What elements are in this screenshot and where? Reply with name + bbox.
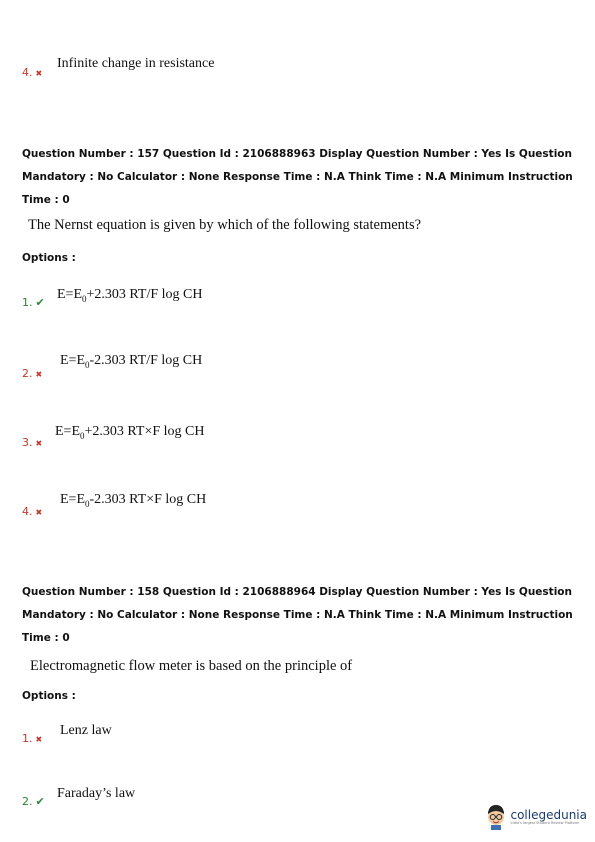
logo-tagline: India's largest Student Review Platform	[510, 820, 580, 825]
meta-line: Time : 0	[22, 194, 70, 206]
option-text: $E=E_0-2.303$ RT/F log CH	[60, 353, 203, 370]
options-label: Options :	[22, 252, 76, 264]
option-number: 4. ✖	[22, 505, 43, 518]
question-meta	[22, 581, 582, 650]
question-meta	[22, 143, 582, 212]
mascot-icon	[485, 804, 507, 830]
cross-icon: ✖	[35, 735, 43, 744]
check-icon: ✔	[35, 795, 45, 808]
logo-wordmark	[510, 809, 587, 826]
option-text: Infinite change in resistance	[57, 56, 215, 71]
cross-icon: ✖	[35, 69, 43, 78]
cross-icon: ✖	[35, 439, 43, 448]
option-number: 4. ✖	[22, 66, 43, 79]
option-text: $E=E_0+2.303$ RT/F log CH	[57, 287, 203, 304]
option-number: 3. ✖	[22, 436, 43, 449]
option-text: $E=E_0+2.303$ RT×F log CH	[55, 424, 205, 441]
meta-line: Mandatory : No Calculator : None Response Time : N.A Think Time : N.A Minimum Instruction	[22, 609, 573, 621]
meta-line: Mandatory : No Calculator : None Response Time : N.A Think Time : N.A Minimum Instruction	[22, 171, 573, 183]
question-text: The Nernst equation is given by which of the following statements?	[28, 217, 422, 233]
cross-icon: ✖	[35, 508, 43, 517]
option-number: 1. ✖	[22, 732, 43, 745]
meta-line: Time : 0	[22, 632, 70, 644]
cross-icon: ✖	[35, 370, 43, 379]
option-text: $E=E_0-2.303$ RT×F log CH	[60, 492, 207, 509]
collegedunia-logo	[485, 804, 587, 830]
option-number: 2. ✖	[22, 367, 43, 380]
option-text: Faraday’s law	[57, 786, 136, 801]
option-text: Lenz law	[60, 723, 112, 738]
options-label: Options :	[22, 690, 76, 702]
question-text: Electromagnetic flow meter is based on the principle of	[30, 658, 353, 674]
check-icon: ✔	[35, 296, 45, 309]
meta-line: Question Number : 158 Question Id : 2106888964 Display Question Number : Yes Is Question	[22, 586, 572, 598]
meta-line: Question Number : 157 Question Id : 2106888963 Display Question Number : Yes Is Question	[22, 148, 572, 160]
logo-name: collegedunia	[510, 807, 587, 822]
option-number: 1. ✔	[22, 296, 45, 309]
option-number: 2. ✔	[22, 795, 45, 808]
